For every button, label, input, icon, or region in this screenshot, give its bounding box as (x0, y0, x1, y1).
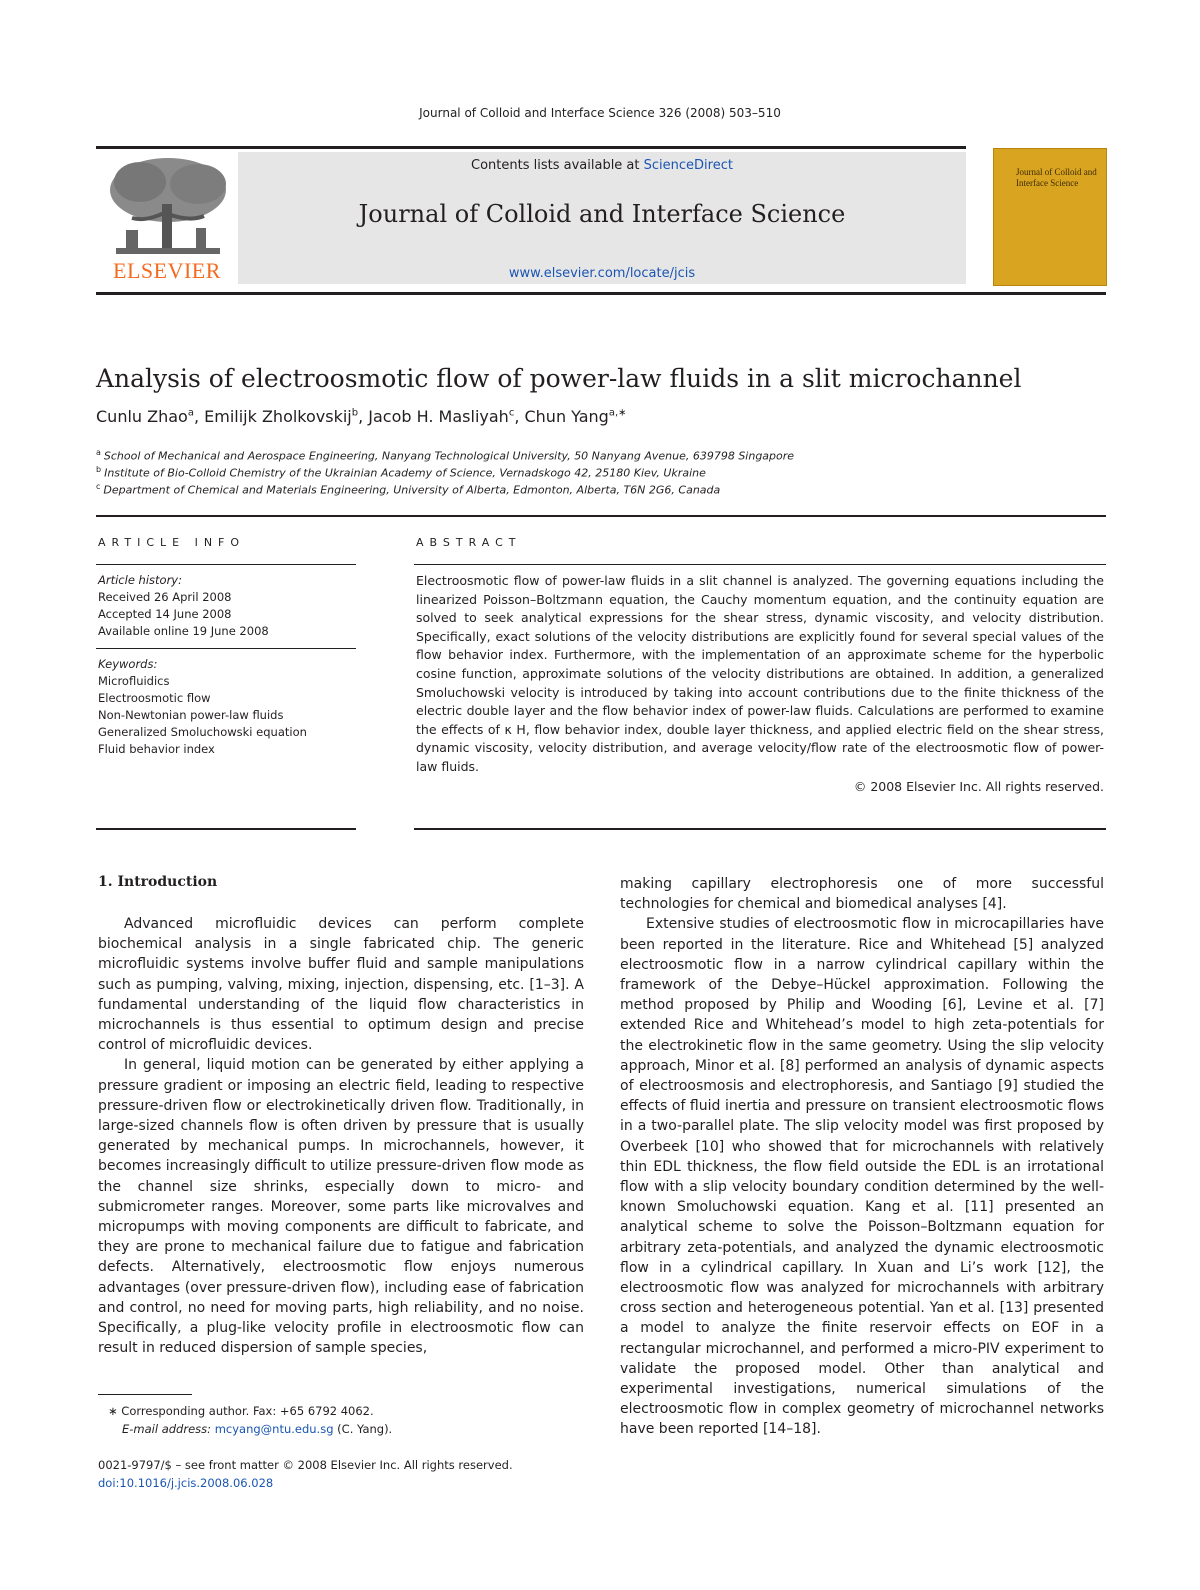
keyword-item: Non-Newtonian power-law fluids (98, 708, 284, 722)
info-rule (96, 564, 356, 565)
abstract-rule (414, 564, 1106, 565)
author-list: Cunlu Zhao$^a$, Emilijk Zholkovskij$^b$, Jacob H. Masliyah$^c$, Chun Yang$^{a,∗}$ (96, 407, 627, 426)
abstract-body (416, 572, 1104, 796)
right-column (620, 874, 1104, 1440)
affil-marker: a (96, 448, 101, 457)
paragraph: In general, liquid motion can be generated by either applying a pressure gradient or imposing an electric field, leading to respective pressure-driven flow or electrokinetically driven flow. Traditionally, in large-sized channels flow is often driven by pressure that is usually generated by mechanical pumps. In microchannels, however, it becomes increasingly difficult to utilize pressure-driven flow mode as the channel size shrinks, especially down to micro- and submicrometer ranges. Moreover, some parts like microvalves and micropumps with moving components are difficult to fabricate, and they are prone to mechanical failure due to fatigue and fabrication defects. Alternatively, electroosmotic flow enjoys numerous advantages (over pressure-driven flow), including ease of fabrication and control, no need for moving parts, high reliability, and no noise. Specifically, a plug-like velocity profile in electroosmotic flow can result in reduced dispersion of sample species, (98, 1057, 584, 1357)
affiliation (96, 448, 1106, 463)
keyword-item: Electroosmotic flow (98, 691, 211, 705)
cover-title: Journal of Colloid and Interface Science (1016, 167, 1097, 188)
author-name: Chun Yang (524, 407, 609, 426)
author-affil-marker: a (187, 407, 194, 419)
keyword-item: Generalized Smoluchowski equation (98, 725, 307, 739)
abstract-label: ABSTRACT (416, 536, 522, 549)
journal-title: Journal of Colloid and Interface Science (358, 200, 846, 228)
copyright-line: © 2008 Elsevier Inc. All rights reserved. (853, 778, 1104, 794)
elsevier-wordmark: ELSEVIER (113, 258, 221, 283)
keywords-label: Keywords: (98, 657, 158, 671)
sciencedirect-link[interactable]: ScienceDirect (643, 158, 733, 173)
journal-cover-image (993, 148, 1107, 286)
abstract-bottom-rule (414, 828, 1106, 830)
affil-text: School of Mechanical and Aerospace Engineering, Nanyang Technological University, 50 Nanyang Avenue, 639798 Singapore (103, 449, 795, 463)
author-name: Emilijk Zholkovskij (204, 407, 352, 426)
keyword-item: Microfluidics (98, 674, 170, 688)
email-label: E-mail address: (122, 1422, 215, 1436)
history-label: Article history: (98, 573, 182, 587)
paragraph: Extensive studies of electroosmotic flow in microcapillaries have been reported in the literature. Rice and Whitehead [5] analyzed electroosmotic flow in a narrow cylindrical capillary within the framework of the Debye–Hückel approximation. Following the method proposed by Philip and Wooding [6], Levine et al. [7] extended Rice and Whitehead’s model to high zeta-potentials for the electrokinetic flow in the same geometry. Using the slip velocity approach, Minor et al. [8] performed an analysis of dynamic aspects of electroosmosis and electrophoresis, and Santiago [9] studied the effects of fluid inertia and pressure on transient electroosmotic flows in a two-parallel plate. The slip velocity model was first proposed by Overbeek [10] who showed that for microchannels with relatively thin EDL thickness, the flow field outside the EDL is an irrotational flow with a slip velocity boundary condition determined by the well-known Smoluchowski equation. Kang et al. [11] presented an analytical scheme to solve the Poisson–Boltzmann equation for arbitrary zeta-potentials, and analyzed the dynamic electroosmotic flow in a cylindrical capillary. In Xuan and Li’s work [12], the electroosmotic flow was analyzed for microchannels with arbitrary cross section and heterogeneous potential. Yan et al. [13] presented a model to analyze the finite reservoir effects on EOF in a rectangular microchannel, and performed a micro-PIV experiment to validate the proposed model. Other than analytical and experimental investigations, numerical simulations of the electroosmotic flow in complex geometry of microchannel networks have been reported [14–18]. (620, 916, 1104, 1438)
author-affil-marker: a,∗ (608, 407, 627, 419)
doi-link[interactable]: doi:10.1016/j.jcis.2008.06.028 (98, 1476, 274, 1490)
contents-line (238, 158, 966, 173)
footnote-star: ∗ (108, 1404, 118, 1418)
info-bottom-rule (96, 828, 356, 830)
contents-prefix: Contents lists available at (471, 158, 644, 173)
author-name: Jacob H. Masliyah (368, 407, 509, 426)
author-affil-marker: b (351, 407, 359, 419)
paragraph: making capillary electrophoresis one of more successful technologies for chemical and biomedical analyses [4]. (620, 876, 1104, 913)
affil-marker: b (96, 465, 102, 474)
keywords-rule (96, 648, 356, 649)
affiliation (96, 482, 1106, 497)
keywords-block (98, 656, 358, 758)
article-title: Analysis of electroosmotic flow of power-law fluids in a slit microchannel (96, 364, 1022, 393)
email-note (98, 1420, 622, 1438)
paragraph: Advanced microfluidic devices can perform complete biochemical analysis in a single fabricated chip. The generic microfluidic systems involve buffer fluid and sample manipulations such as pumping, valving, mixing, injection, dispensing, etc. [1–3]. A fundamental understanding of the liquid flow characteristics in microchannels is thus essential to optimum design and precise control of microfluidic devices. (98, 916, 584, 1054)
online-date: Available online 19 June 2008 (98, 624, 269, 638)
article-info-label: ARTICLE INFO (98, 536, 246, 549)
affil-marker: c (96, 482, 101, 491)
affil-text: Institute of Bio-Colloid Chemistry of the Ukrainian Academy of Science, Vernadskogo 42, 25180 Kiev, Ukraine (104, 466, 706, 480)
journal-citation: Journal of Colloid and Interface Science 326 (2008) 503–510 (419, 106, 781, 120)
tree-icon (96, 152, 238, 260)
masthead-bottom-rule (96, 292, 1106, 295)
affil-text: Department of Chemical and Materials Engineering, University of Alberta, Edmonton, Alberta, T6N 2G6, Canada (103, 483, 721, 497)
elsevier-logo (96, 152, 238, 284)
corresponding-author-note (98, 1402, 608, 1420)
email-suffix: (C. Yang). (333, 1422, 393, 1436)
header-rule (96, 146, 966, 149)
email-link[interactable]: mcyang@ntu.edu.sg (214, 1422, 334, 1436)
journal-url-link[interactable]: www.elsevier.com/locate/jcis (508, 266, 696, 281)
affiliation (96, 465, 1106, 480)
author-name: Cunlu Zhao (96, 407, 188, 426)
footnote-rule (98, 1394, 192, 1395)
info-top-rule (96, 515, 1106, 517)
corresponding-text: Corresponding author. Fax: +65 6792 4062. (121, 1404, 374, 1418)
abstract-text: Electroosmotic flow of power-law fluids in a slit channel is analyzed. The governing equations including the linearized Poisson–Boltzmann equation, the Cauchy momentum equation, and the continuity equation are solved to seek analytical expressions for the shear stress, dynamic viscosity, and velocity distribution. Specifically, exact solutions of the velocity distributions are explicitly found for several special values of the flow behavior index. Furthermore, with the implementation of an approximate scheme for the hyperbolic cosine function, approximate solutions of the velocity distributions are obtained. In addition, a generalized Smoluchowski velocity is introduced by taking into account contributions due to the finite thickness of the electric double layer and the flow behavior index of power-law fluids. Calculations are performed to examine the effects of κ H, flow behavior index, double layer thickness, and applied electric field on the shear stress, dynamic viscosity, velocity distribution, and average velocity/flow rate of the electroosmotic flow of power-law fluids. (416, 573, 1104, 774)
left-column (98, 914, 584, 1358)
article-history (98, 572, 358, 640)
keyword-item: Fluid behavior index (98, 742, 215, 756)
issn-line: 0021-9797/$ – see front matter © 2008 Elsevier Inc. All rights reserved. (98, 1458, 513, 1472)
accepted-date: Accepted 14 June 2008 (98, 607, 232, 621)
author-affil-marker: c (508, 407, 515, 419)
received-date: Received 26 April 2008 (98, 590, 232, 604)
section-heading: 1. Introduction (98, 874, 218, 890)
